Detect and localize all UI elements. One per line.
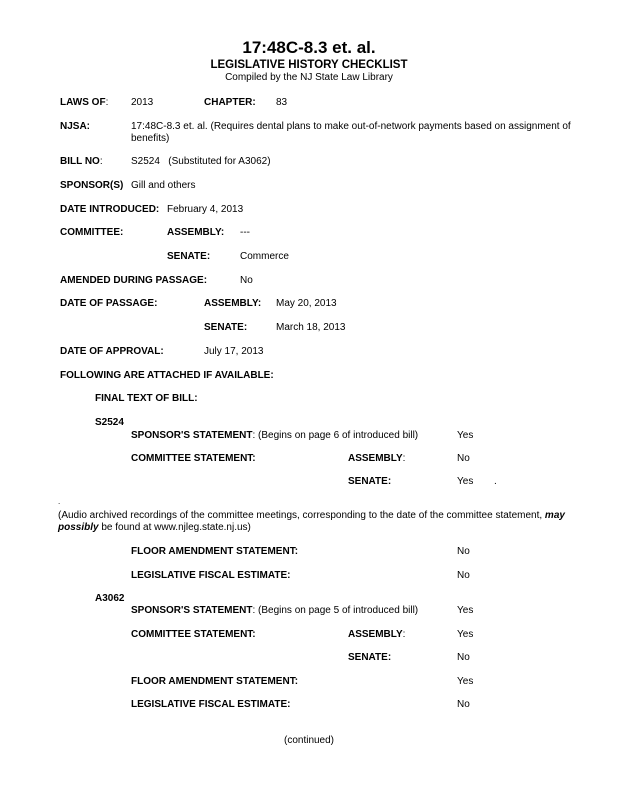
a3062-committee-senate-label: SENATE: <box>348 652 392 663</box>
note-dot: . <box>58 497 61 506</box>
s2524-fiscal-estimate-value: No <box>457 570 470 581</box>
bill-a3062-label: A3062 <box>95 593 125 604</box>
s2524-committee-statement-label: COMMITTEE STATEMENT: <box>131 453 256 464</box>
document-title: LEGISLATIVE HISTORY CHECKLIST <box>210 59 408 71</box>
s2524-sponsor-statement-label: SPONSOR'S STATEMENT: (Begins on page 6 of introduced bill) <box>131 430 419 441</box>
njsa-label: NJSA: <box>60 121 91 132</box>
a3062-fiscal-estimate-value: No <box>457 699 470 710</box>
chapter-label: CHAPTER: <box>204 97 256 108</box>
passage-assembly-value: May 20, 2013 <box>276 298 337 309</box>
trailing-dot: . <box>494 476 497 487</box>
s2524-sponsor-statement-value: Yes <box>457 430 474 441</box>
bill-s2524-label: S2524 <box>95 417 124 428</box>
audio-note: (Audio archived recordings of the committee meetings, corresponding to the date of the committee statement, may possibly be found at www.njleg.state.nj.us) <box>58 510 565 533</box>
s2524-fiscal-estimate-label: LEGISLATIVE FISCAL ESTIMATE: <box>131 570 291 581</box>
njsa-value: 17:48C-8.3 et. al. (Requires dental plans to make out-of-network payments based on assignment of benefits) <box>131 121 571 144</box>
a3062-committee-statement-label: COMMITTEE STATEMENT: <box>131 629 256 640</box>
approval-label: DATE OF APPROVAL: <box>60 346 164 357</box>
sponsor-label: SPONSOR(S) <box>60 180 124 191</box>
a3062-fiscal-estimate-label: LEGISLATIVE FISCAL ESTIMATE: <box>131 699 291 710</box>
laws-of-value: 2013 <box>131 97 154 108</box>
s2524-committee-assembly-label: ASSEMBLY: <box>348 453 406 464</box>
date-introduced-label: DATE INTRODUCED: <box>60 204 160 215</box>
committee-label: COMMITTEE: <box>60 227 124 238</box>
s2524-floor-amendment-label: FLOOR AMENDMENT STATEMENT: <box>131 546 299 557</box>
passage-assembly-label: ASSEMBLY: <box>204 298 262 309</box>
s2524-committee-assembly-value: No <box>457 453 470 464</box>
date-introduced-value: February 4, 2013 <box>167 204 244 215</box>
s2524-committee-senate-label: SENATE: <box>348 476 392 487</box>
a3062-committee-senate-value: No <box>457 652 470 663</box>
following-heading: FOLLOWING ARE ATTACHED IF AVAILABLE: <box>60 370 274 381</box>
continued-note: (continued) <box>283 735 335 746</box>
a3062-sponsor-statement-label: SPONSOR'S STATEMENT: (Begins on page 5 of introduced bill) <box>131 605 419 616</box>
amended-label: AMENDED DURING PASSAGE: <box>60 275 208 286</box>
bill-no-label: BILL NO: <box>60 156 103 167</box>
passage-senate-label: SENATE: <box>204 322 248 333</box>
s2524-committee-senate-value: Yes <box>457 476 474 487</box>
committee-senate-label: SENATE: <box>167 251 211 262</box>
a3062-floor-amendment-value: Yes <box>457 676 474 687</box>
a3062-committee-assembly-value: Yes <box>457 629 474 640</box>
a3062-committee-assembly-label: ASSEMBLY: <box>348 629 406 640</box>
a3062-sponsor-statement-value: Yes <box>457 605 474 616</box>
laws-of-label: LAWS OF: <box>60 97 109 108</box>
committee-assembly-value: --- <box>240 227 250 238</box>
compiled-by: Compiled by the NJ State Law Library <box>225 72 393 83</box>
final-text-heading: FINAL TEXT OF BILL: <box>95 393 198 404</box>
a3062-floor-amendment-label: FLOOR AMENDMENT STATEMENT: <box>131 676 299 687</box>
passage-senate-value: March 18, 2013 <box>276 322 346 333</box>
statute-title: 17:48C-8.3 et. al. <box>242 38 376 57</box>
chapter-value: 83 <box>276 97 288 108</box>
passage-label: DATE OF PASSAGE: <box>60 298 158 309</box>
s2524-floor-amendment-value: No <box>457 546 470 557</box>
committee-senate-value: Commerce <box>240 251 289 262</box>
committee-assembly-label: ASSEMBLY: <box>167 227 225 238</box>
bill-no-value: S2524 (Substituted for A3062) <box>131 156 271 167</box>
approval-value: July 17, 2013 <box>204 346 264 357</box>
amended-value: No <box>240 275 253 286</box>
sponsor-value: Gill and others <box>131 180 196 191</box>
